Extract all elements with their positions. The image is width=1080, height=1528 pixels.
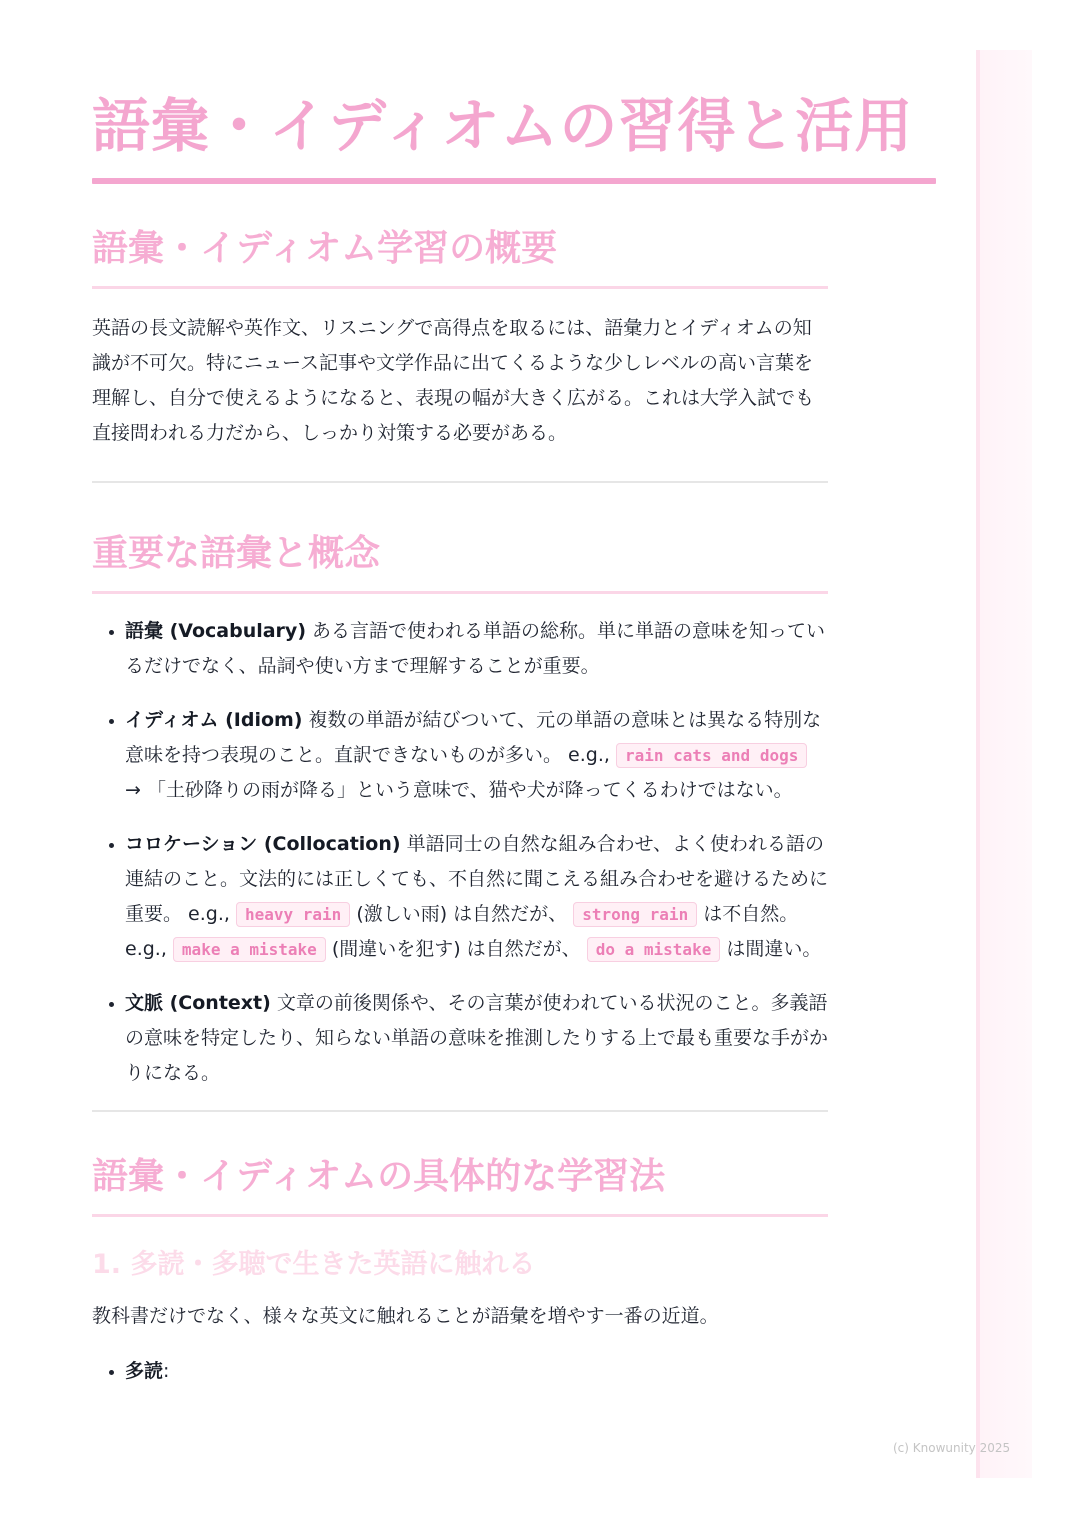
list-item-context — [125, 986, 828, 1091]
list-item-collocation — [125, 827, 828, 967]
term-label: 文脈 (Context) — [125, 992, 271, 1014]
term-suffix: : — [163, 1360, 170, 1382]
list-item-idiom — [125, 703, 828, 808]
section-divider — [92, 1110, 828, 1112]
decorative-side-strip — [976, 50, 1032, 1478]
example-code: do a mistake — [587, 937, 721, 962]
page-title: 語彙・イディオムの習得と活用 — [92, 92, 914, 160]
example-code: make a mistake — [173, 937, 326, 962]
heading-underline — [92, 591, 828, 594]
term-label: 語彙 (Vocabulary) — [125, 620, 307, 642]
term-description: は間違い。 — [720, 938, 822, 960]
subheading-extensive-reading: 1. 多読・多聴で生きた英語に触れる — [92, 1249, 536, 1280]
list-item-vocabulary — [125, 614, 828, 684]
method-paragraph: 教科書だけでなく、様々な英文に触れることが語彙を増やす一番の近道。 — [92, 1305, 719, 1327]
term-label: 多読 — [125, 1360, 164, 1382]
example-code: strong rain — [573, 902, 697, 927]
heading-underline — [92, 286, 828, 289]
title-underline — [92, 178, 936, 184]
term-description: → 「土砂降りの雨が降る」という意味で、猫や犬が降ってくるわけではない。 — [125, 779, 793, 801]
term-description: (激しい雨) は自然だが、 — [350, 903, 574, 925]
section-key-vocabulary — [92, 529, 828, 1091]
term-description: 複数の単語が結びついて、元の単語の意味とは異なる特別な意味を持つ表現のこと。直訳できないものが多い。 e.g., — [125, 709, 822, 766]
concept-list — [92, 614, 828, 1091]
section-heading-study-methods: 語彙・イディオムの具体的な学習法 — [92, 1156, 666, 1197]
term-description: ある言語で使われる単語の総称。単に単語の意味を知っているだけでなく、品詞や使い方まで理解することが重要。 — [125, 620, 826, 677]
heading-underline — [92, 1214, 828, 1217]
example-code: rain cats and dogs — [616, 743, 807, 768]
example-code: heavy rain — [236, 902, 350, 927]
term-description: 文章の前後関係や、その言葉が使われている状況のこと。多義語の意味を特定したり、知らない単語の意味を推測したりする上で最も重要な手がかりになる。 — [125, 992, 829, 1084]
section-study-methods — [92, 1152, 828, 1389]
section-divider — [92, 481, 828, 483]
method-list — [92, 1354, 828, 1389]
document-page — [92, 86, 914, 1408]
copyright-footer: (c) Knowunity 2025 — [893, 1441, 1011, 1455]
term-label: イディオム (Idiom) — [125, 709, 303, 731]
term-label: コロケーション (Collocation) — [125, 833, 401, 855]
section-heading-key-vocabulary: 重要な語彙と概念 — [92, 533, 381, 574]
section-heading-overview: 語彙・イディオム学習の概要 — [92, 228, 558, 269]
list-item-extensive-reading — [125, 1354, 828, 1389]
section-overview — [92, 224, 828, 451]
term-description: 単語同士の自然な組み合わせ、よく使われる語の連結のこと。文法的には正しくても、不自然に聞こえる組み合わせを避けるために重要。 e.g., — [125, 833, 829, 925]
overview-paragraph: 英語の長文読解や英作文、リスニングで高得点を取るには、語彙力とイディオムの知識が不可欠。特にニュース記事や文学作品に出てくるような少しレベルの高い言葉を理解し、自分で使えるようになると、表現の幅が大きく広がる。これは大学入試でも直接問われる力だから、しっかり対策する必要がある。 — [92, 317, 815, 444]
term-description: は不自然。 e.g., — [125, 903, 799, 960]
term-description: (間違いを犯す) は自然だが、 — [325, 938, 587, 960]
